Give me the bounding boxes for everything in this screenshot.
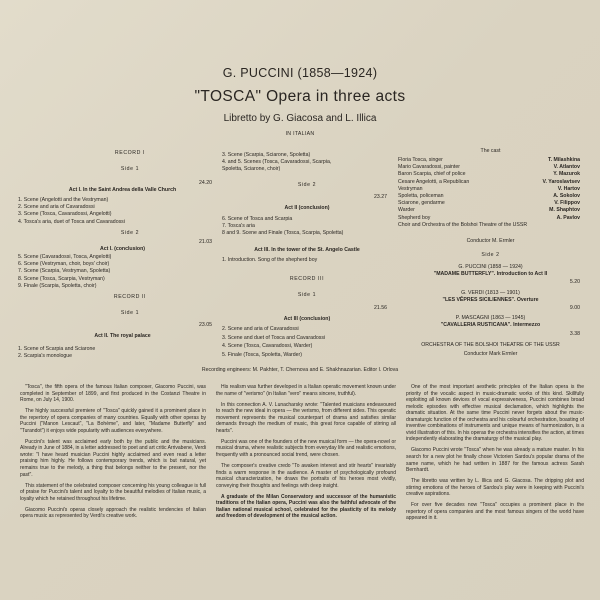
essay-paragraph: The highly successful premiere of "Tosca" quickly gained it a prominent place in the repertory of opera companies of many countries. Equally with other operas by Puccini ("Manon Lescaut", "La Bohème", and later, "Madame Butterfly" and "Turandot") it enjoys wide popularity with audiences everywhere. — [20, 408, 206, 434]
track-item: 1. Scene of Scarpia and Sciarone — [18, 346, 96, 352]
act-1-heading: Act I. In the Saint Andrea della Valle Church — [68, 187, 177, 193]
record-1-side-2-heading: Side 2 — [120, 230, 140, 236]
record-3-side-1-duration: 21.56 — [374, 305, 387, 311]
act-1-conclusion-heading: Act I. (conclusion) — [100, 246, 145, 252]
record-1-side-1-heading: Side 1 — [120, 166, 140, 172]
track-item: 3. Scene and duet of Tosca and Cavaradossi — [222, 334, 326, 341]
track-item: 4. Tosca's aria, duet of Tosca and Cavaradossi — [18, 218, 125, 225]
cast-singer: V. Filippov — [554, 200, 580, 207]
conductor-2-line: Conductor Mark Ermler — [463, 351, 518, 357]
track-item: 5. Scene (Cavaradossi, Tosca, Angelotti) — [18, 254, 112, 260]
track-list-r2s1-cont — [222, 152, 331, 174]
track-item: 4. Scene (Tosca, Cavaradossi, Warder) — [222, 343, 313, 350]
track-item: 4. and 5. Scenes (Tosca, Cavaradossi, Scarpia, — [222, 159, 332, 166]
bonus-2-title: "LES VÊPRES SICILIENNES". Overture — [442, 297, 539, 303]
track-item: 1. Scene (Angelotti and the Vestryman) — [18, 197, 109, 203]
orchestra-line: ORCHESTRA OF THE BOLSHOI THEATRE OF THE USSR — [421, 342, 560, 348]
act-3-heading: Act III. In the tower of the St. Angelo Castle — [254, 247, 360, 253]
record-3-heading: RECORD III — [289, 276, 325, 282]
conductor-line: Conductor M. Ermler — [466, 238, 515, 244]
cast-singer: T. Milashkina — [548, 157, 580, 163]
essay-paragraph: This statement of the celebrated composer concerning his young colleague is full of praise for Puccini's talent and loyalty to the beautiful melodies of Italian music, a loyalty which he retained throughout his lifetime. — [20, 482, 206, 502]
record-1-side-1-duration: 24.20 — [199, 180, 212, 186]
essay-paragraph: In this connection A. V. Lunacharsky wrote: "Talented musicians endeavoured to reach the new ideal in opera — the verismo, from different sides. This operatic movement represents the musical counterpart of drama and satisfies similar demands through the medium of music, this great force capable of stirring all hearts". — [216, 401, 396, 434]
track-item: 9. Finale (Scarpia, Spoletta, choir) — [18, 282, 97, 289]
track-item: 8. Scene (Tosca, Scarpia, Vestryman) — [18, 275, 105, 282]
essay-paragraph: One of the most important aesthetic principles of the Italian opera is the priority of the vocalic aspect in music-dramatic works of this kind. Skillfully exploiting all known devices of vocal expressiveness, Puccini combines broad melodic episodes with effective musical declamation, which highlights the dramatic situation. At the same time Puccini never forgets about the music-dramaturgic function of the orchestra and his colourful orchestration, boasting of inventive combinations of instruments and unique means of harmonization, is a vivid illustration of this. In his operas the orchestra intensifies the action, at times independently elaborating the dramaturgy of the musical play. — [406, 384, 584, 443]
essay-paragraph: Giacomo Puccini wrote "Tosca" when he was already a mature master. In his search for a new plot he finally chose Victorien Sardou's popular drama of the same name, which he had written in 1887 for the famous actress Sarah Bernhardt. — [406, 447, 584, 474]
track-item: 8 and 9. Scene and Finale (Tosca, Scarpia, Spoletta) — [222, 230, 344, 237]
libretto-line: Libretto by G. Giacosa and L. Illica — [223, 113, 377, 124]
track-list-r1s2 — [18, 254, 111, 290]
track-list-r2s2 — [222, 216, 343, 238]
bonus-3-composer: P. MASCAGNI (1863 — 1945) — [455, 315, 526, 321]
essay-paragraph: The libretto was written by L. Illica and G. Giacosa. The dripping plot and stirring emotions of the heroes of Sardou's play were in keeping with Puccini's creative aspirations. — [406, 478, 584, 498]
record-2-side-2-heading: Side 2 — [297, 182, 317, 188]
chorus-line: Choir and Orchestra of the Bolshoi Theatre of the USSR — [398, 221, 528, 228]
track-item: 7. Scene (Scarpia, Vestryman, Spoletta) — [18, 268, 111, 275]
cast-role: Warder — [398, 207, 415, 214]
track-item: 7. Tosca's aria — [222, 223, 255, 230]
track-item: 2. Scene and aria of Cavaradossi — [18, 204, 95, 211]
track-list-r3s1 — [222, 325, 325, 359]
act-2-conclusion-heading: Act II (conclusion) — [284, 205, 330, 211]
cast-singer: A. Sokolov — [553, 193, 580, 200]
cast-singer: Y. Mazurok — [553, 171, 580, 178]
track-item: 2. Scarpia's monologue — [18, 353, 73, 360]
bonus-1-duration: 5.20 — [569, 279, 580, 285]
record-3-side-1-heading: Side 1 — [297, 292, 317, 298]
track-item: Spoletta, Sciarone, choir) — [222, 166, 281, 173]
record-3-side-2-heading: Side 2 — [481, 252, 500, 258]
bonus-2-duration: 9.00 — [569, 305, 580, 311]
essay-column-1 — [20, 384, 206, 524]
track-item: 3. Scene (Tosca, Cavaradossi, Angelotti) — [18, 211, 112, 218]
track-item: 6. Scene (Vestryman, choir, boys' choir) — [18, 261, 110, 268]
cast-row — [398, 193, 580, 200]
bonus-1-composer: G. PUCCINI (1858 — 1924) — [458, 264, 523, 270]
track-list-r2s1 — [18, 346, 95, 360]
cast-row — [398, 157, 580, 164]
record-1-heading: RECORD I — [114, 150, 146, 156]
cast-row — [398, 186, 580, 193]
essay-paragraph: For over five decades now "Tosca" occupies a prominent place in the repertory of opera companies and the most famous singers of the world have appeared in it. — [406, 502, 584, 522]
cast-row — [398, 207, 580, 214]
cast-singer: V. Atlantov — [553, 164, 580, 171]
cast-role: Spoletta, policeman — [398, 193, 444, 200]
essay-paragraph: The composer's creative credo "To awaken interest and stir hearts" invariably finds a warm response in the audience. A master of psychologically profound musical characterization, he draws the portraits of his heroes most vividly, conveying their thoughts and feelings with deep insight. — [216, 462, 396, 489]
language-label: IN ITALIAN — [285, 131, 315, 137]
cast-row — [398, 171, 580, 178]
composer-heading: G. PUCCINI (1858—1924) — [222, 66, 378, 80]
cast-role: Shepherd boy — [398, 214, 431, 221]
track-item: 1. Introduction. Song of the shepherd boy — [222, 257, 318, 263]
cast-role: Mario Cavaradossi, painter — [398, 164, 460, 171]
essay-paragraph: Puccini was one of the founders of the new musical form — the opera-novel or musical drama, where realistic subjects from everyday life and realistic emotions, frequently with a pronounced social trend, were chosen. — [216, 438, 396, 458]
essay-column-3 — [406, 384, 584, 526]
cast-role: Vestryman — [398, 185, 423, 192]
record-2-side-2-duration: 23.27 — [374, 194, 387, 200]
cast-singer: A. Pavlov — [556, 214, 580, 221]
track-item: 5. Finale (Tosca, Spoletta, Warder) — [222, 351, 302, 358]
cast-row — [398, 215, 580, 222]
cast-row — [398, 179, 580, 186]
recording-credits: Recording engineers: M. Pakhter, T. Chernova and E. Shakhnazarian. Editor I. Orlova — [201, 367, 399, 373]
record-1-side-2-duration: 21.03 — [199, 239, 212, 245]
cast-singer: M. Shaphtov — [549, 207, 580, 214]
cast-singer: V. Yaroslavtsev — [542, 178, 580, 185]
cast-list — [398, 157, 580, 229]
cast-row — [398, 200, 580, 207]
essay-paragraph: "Tosca", the fifth opera of the famous Italian composer, Giacomo Puccini, was completed in September of 1899, and first produced in the Costanzi Theatre in Rome, on July 14, 1900. — [20, 384, 206, 404]
cast-role: Floria Tosca, singer — [398, 157, 443, 163]
act-3-conclusion-heading: Act III (conclusion) — [283, 316, 331, 322]
cast-role: Cesare Angelotti, a Republican — [398, 178, 470, 185]
cast-role: Sciarone, gendarme — [398, 200, 445, 207]
essay-paragraph: Giacomo Puccini's operas closely approach the realistic tendencies of Italian opera music as represented by Verdi's creative work. — [20, 506, 206, 520]
cast-heading: The cast — [480, 148, 501, 154]
cast-row — [398, 164, 580, 171]
record-2-side-1-heading: Side 1 — [120, 310, 140, 316]
essay-paragraph: His realism was further developed in a Italian operatic movement known under the name of "verismo" (in Italian "vero" means sincere, truthful). — [216, 384, 396, 397]
opera-title: "TOSCA" Opera in three acts — [194, 88, 406, 105]
bonus-3-duration: 3.38 — [569, 331, 580, 337]
bonus-1-title: "MADAME BUTTERFLY". Introduction to Act II — [433, 271, 548, 277]
track-list-r2s2-act3 — [222, 257, 317, 264]
bonus-3-title: "CAVALLERIA RUSTICANA". Intermezzo — [440, 322, 541, 328]
record-2-heading: RECORD II — [113, 294, 147, 300]
cast-singer: V. Hartov — [557, 185, 580, 192]
track-item: 3. Scene (Scarpia, Sciarone, Spoletta) — [222, 152, 311, 158]
bonus-2-composer: G. VERDI (1813 — 1901) — [461, 290, 520, 296]
track-list-r1s1 — [18, 197, 125, 226]
track-item: 6. Scene of Tosca and Scarpia — [222, 216, 293, 222]
record-2-side-1-duration: 23.05 — [199, 322, 212, 328]
essay-paragraph: Puccini's talent was acclaimed early both by the public and the musicians. Already in June of 1884, in a letter addressed to poet and art critic Arrivabene, Verdi wrote: "I have heard musician Puccini highly acclaimed and even read a letter praising him highly. He follows contemporary trends, which is but natural, yet remains true to the melody, a thing that belongs neither to the present, nor the past". — [20, 438, 206, 478]
cast-role: Baron Scarpia, chief of police — [398, 171, 466, 178]
essay-column-2 — [216, 384, 396, 524]
track-item: 2. Scene and aria of Cavaradossi — [222, 326, 299, 332]
essay-paragraph: A graduate of the Milan Conservatory and successor of the humanistic traditions of the Italian opera, Puccini was also the faithful advocate of the Italian national musical school, celebrated for the plasticity of its melody and freedom of development of the musical action. — [216, 493, 396, 520]
act-2-heading: Act II. The royal palace — [94, 333, 151, 339]
